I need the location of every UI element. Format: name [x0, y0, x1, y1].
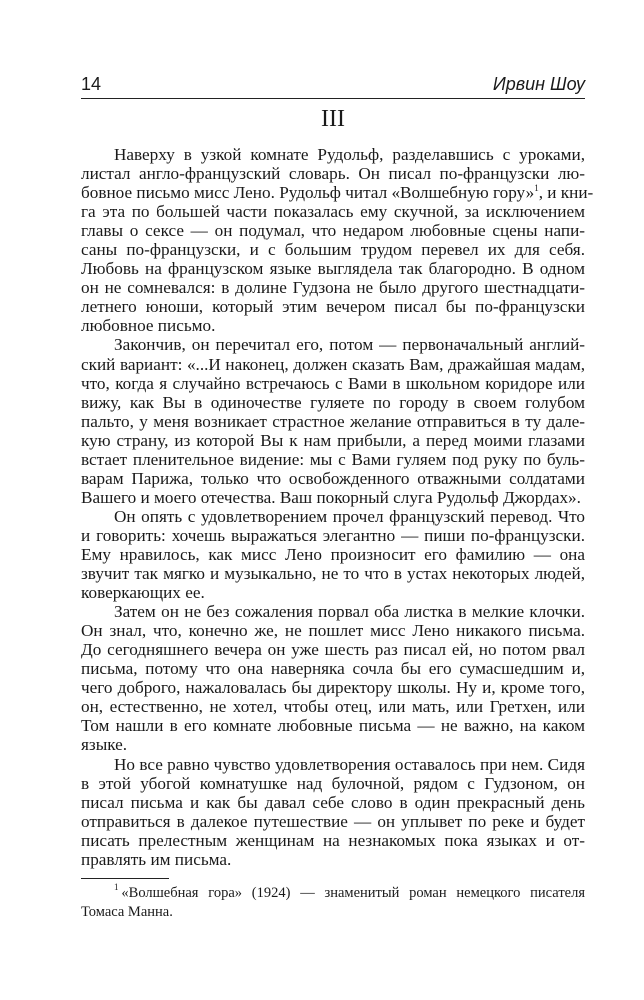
text-line: и говорить: хочешь выражаться элегантно — пиши по-французски.: [81, 525, 585, 545]
text-line: летнего юноши, который этим вечером писал бы по-французски: [81, 297, 585, 317]
text-line: писал письма и как бы давал себе слово в один прекрасный день: [81, 792, 585, 812]
text-line: Затем он не без сожаления порвал оба листка в мелкие клочки.: [114, 602, 585, 622]
text-line: Вашего и моего отечества. Ваш покорный слуга Рудольф Джордах».: [81, 487, 581, 507]
text-line: Закончив, он перечитал его, потом — первоначальный англий-: [114, 335, 585, 355]
text-line: ский вариант: «...И наконец, должен сказать Вам, дражайшая мадам,: [81, 354, 585, 374]
text-line: правлять им письма.: [81, 849, 232, 869]
paragraph: [81, 755, 585, 869]
footnote-ref-mark[interactable]: 1: [534, 183, 539, 194]
text-line: бовное письмо мисс Лено. Рудольф читал «Волшебную гору»$^1$, и кни-: [81, 183, 594, 203]
text-line: Он знал, что, конечно же, не пошлет мисс Лено никакого письма.: [81, 621, 585, 641]
text-line: главы о сексе — он подумал, что недаром любовные сцены напи-: [81, 221, 585, 241]
text-line: Наверху в узкой комнате Рудольф, разделавшись с уроками,: [114, 145, 585, 164]
text-line: он не сомневался: в долине Гудзона не было другого шестнадцати-: [81, 278, 585, 298]
text-line: пальто, у меня возникает страстное желание отправиться в ту дале-: [81, 411, 585, 431]
paragraph: [81, 335, 585, 506]
footnote-divider: [81, 878, 169, 879]
text-line: чего доброго, нажаловалась бы директору школы. Ну и, кроме того,: [81, 678, 585, 698]
text-line: листал англо-французский словарь. Он писал по-французски лю-: [81, 164, 585, 184]
text-line: га эта по большей части показалась ему скучной, за исключением: [81, 202, 585, 222]
text-line: варам Парижа, только что освобожденного отважными солдатами: [81, 468, 585, 488]
text-line: Том нашли в его комнате любовные письма — не важно, на каком: [81, 716, 585, 736]
text-line: Ему нравилось, как мисс Лено произносит его фамилию — она: [81, 544, 585, 564]
paragraph: [81, 602, 585, 754]
body-text: [81, 145, 594, 869]
text-line: языке.: [81, 735, 128, 755]
text-line: коверкающих ее.: [81, 583, 205, 603]
chapter-heading: III: [321, 106, 345, 132]
text-line: писать прелестным женщинам на незнакомых пока языках и от-: [81, 830, 585, 850]
text-line: он, естественно, не хотел, чтобы отец, или мать, или Гретхен, или: [81, 697, 585, 717]
text-line: саны по-французски, и с большим трудом перевел их для себя.: [81, 240, 585, 260]
running-header: [81, 72, 585, 99]
text-line: Но все равно чувство удовлетворения оставалось при нем. Сидя: [114, 754, 585, 774]
footnote: [81, 884, 585, 922]
text-line: Любовь на французском языке выглядела так благородно. В одном: [81, 259, 585, 279]
footnote-line: $^1$ «Волшебная гора» (1924) — знаменитый роман немецкого писателя: [114, 882, 585, 901]
paragraph: [81, 507, 585, 602]
footnote-line: Томаса Манна.: [81, 904, 173, 921]
text-line: в этой убогой комнатушке над булочной, рядом с Гудзоном, он: [81, 773, 585, 793]
text-line: кую страну, из которой Вы к нам прибыли, а перед моими глазами: [81, 430, 585, 450]
paragraph: [81, 145, 594, 336]
text-line: любовное письмо.: [81, 316, 216, 336]
text-line: До сегодняшнего вечера он уже шесть раз писал ей, но потом рвал: [81, 640, 585, 660]
running-author: Ирвин Шоу: [492, 74, 585, 94]
text-line: Он опять с удовлетворением прочел французский перевод. Что: [114, 506, 585, 526]
text-line: письма, потому что она наверняка сочла бы его сумасшедшим и,: [81, 659, 585, 679]
page-number: 14: [81, 74, 102, 94]
text-line: звучит так мягко и музыкально, не то что в устах некоторых людей,: [81, 564, 585, 584]
text-line: что, когда я случайно встречаюсь с Вами в школьном коридоре или: [81, 373, 585, 393]
footnote-mark: 1: [114, 882, 119, 892]
text-line: отправиться в далекое путешествие — он уплывет по реке и будет: [81, 811, 585, 831]
text-line: встает пленительное видение: мы с Вами гуляем под руку по буль-: [81, 449, 585, 469]
text-line: вижу, как Вы в одиночестве гуляете по городу в своем голубом: [81, 392, 585, 412]
